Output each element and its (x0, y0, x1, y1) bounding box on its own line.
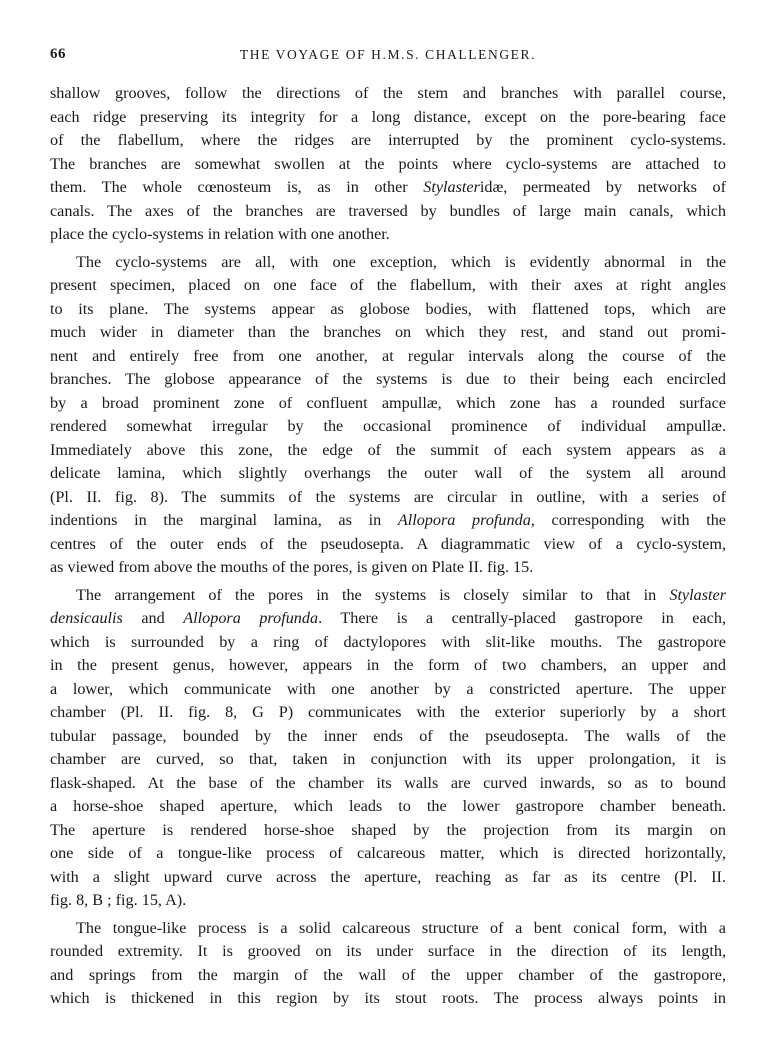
text-line: The cyclo-systems are all, with one exception, which is evidently abnormal in the (76, 252, 726, 271)
text-line: place the cyclo-systems in relation with one another. (50, 225, 390, 243)
text-line: canals. The axes of the branches are traversed by bundles of large main canals, which (50, 201, 726, 220)
text-line: shallow grooves, follow the directions of the stem and branches with parallel course, (50, 84, 726, 102)
text-line: rendered somewhat irregular by the occasional prominence of individual ampullæ. (50, 417, 726, 435)
text-line: a horse-shoe shaped aperture, which leads to the lower gastropore chamber beneath. (50, 797, 726, 815)
text-line: by a broad prominent zone of confluent ampullæ, which zone has a rounded surface (50, 393, 726, 412)
text-line: in the present genus, however, appears in the form of two chambers, an upper and (50, 656, 726, 674)
text-line: tubular passage, bounded by the inner ends of the pseudosepta. The walls of the (50, 726, 726, 745)
text-line: flask-shaped. At the base of the chamber its walls are curved inwards, so as to bound (50, 773, 726, 792)
text-line: nent and entirely free from one another, at regular intervals along the course of the (50, 346, 726, 365)
text-line: and springs from the margin of the wall of the upper chamber of the gastropore, (50, 965, 726, 984)
text-line: indentions in the marginal lamina, as in Allopora profunda, corresponding with the (50, 511, 726, 529)
text-line: with a slight upward curve across the aperture, reaching as far as its centre (Pl. II. (50, 867, 726, 886)
text-line: each ridge preserving its integrity for a long distance, except on the pore-bearing face (50, 107, 726, 126)
text-line: (Pl. II. fig. 8). The summits of the systems are circular in outline, with a series of (50, 487, 726, 506)
paragraph-1 (50, 82, 726, 247)
text-line: chamber (Pl. II. fig. 8, G P) communicates with the exterior superiorly by a short (50, 703, 726, 721)
text-line: them. The whole cœnosteum is, as in other Stylasteridæ, permeated by networks of (50, 178, 726, 196)
text-line: to its plane. The systems appear as globose bodies, with flattened tops, which are (50, 299, 726, 318)
text-line: which is surrounded by a ring of dactylopores with slit-like mouths. The gastropore (50, 632, 726, 651)
text-line: of the flabellum, where the ridges are interrupted by the prominent cyclo-systems. (50, 131, 726, 149)
text-line: which is thickened in this region by its stout roots. The process always points in (50, 989, 726, 1007)
text-line: one side of a tongue-like process of calcareous matter, which is directed horizontally, (50, 844, 726, 862)
text-line: The arrangement of the pores in the systems is closely similar to that in Stylaster (76, 585, 726, 604)
page-number: 66 (50, 46, 66, 62)
paragraph-2 (50, 251, 726, 580)
text-line: The tongue-like process is a solid calcareous structure of a bent conical form, with a (76, 918, 726, 937)
text-line: The branches are somewhat swollen at the points where cyclo-systems are attached to (50, 154, 726, 173)
text-line: densicaulis and Allopora profunda. There is a centrally-placed gastropore in each, (50, 609, 726, 627)
text-line: a lower, which communicate with one another by a constricted aperture. The upper (50, 679, 726, 698)
text-line: much wider in diameter than the branches on which they rest, and stand out promi- (50, 323, 726, 341)
text-line: branches. The globose appearance of the systems is due to their being each encircled (50, 370, 726, 388)
text-line: as viewed from above the mouths of the pores, is given on Plate II. fig. 15. (50, 558, 534, 576)
text-line: fig. 8, B ; fig. 15, A). (50, 891, 187, 909)
paragraph-3 (50, 584, 726, 913)
text-line: present specimen, placed on one face of the flabellum, with their axes at right angles (50, 276, 726, 294)
text-line: chamber are curved, so that, taken in conjunction with its upper prolongation, it is (50, 750, 726, 768)
text-line: centres of the outer ends of the pseudosepta. A diagrammatic view of a cyclo-system, (50, 534, 726, 553)
page-header (50, 46, 726, 68)
paragraph-4 (50, 917, 726, 1011)
text-line: Immediately above this zone, the edge of the summit of each system appears as a (50, 440, 726, 459)
text-line: rounded extremity. It is grooved on its under surface in the direction of its length, (50, 942, 726, 960)
document-page (50, 46, 726, 1011)
text-line: delicate lamina, which slightly overhangs the outer wall of the system all around (50, 464, 726, 482)
running-title: THE VOYAGE OF H.M.S. CHALLENGER. (239, 47, 537, 62)
text-line: The aperture is rendered horse-shoe shaped by the projection from its margin on (50, 820, 726, 839)
